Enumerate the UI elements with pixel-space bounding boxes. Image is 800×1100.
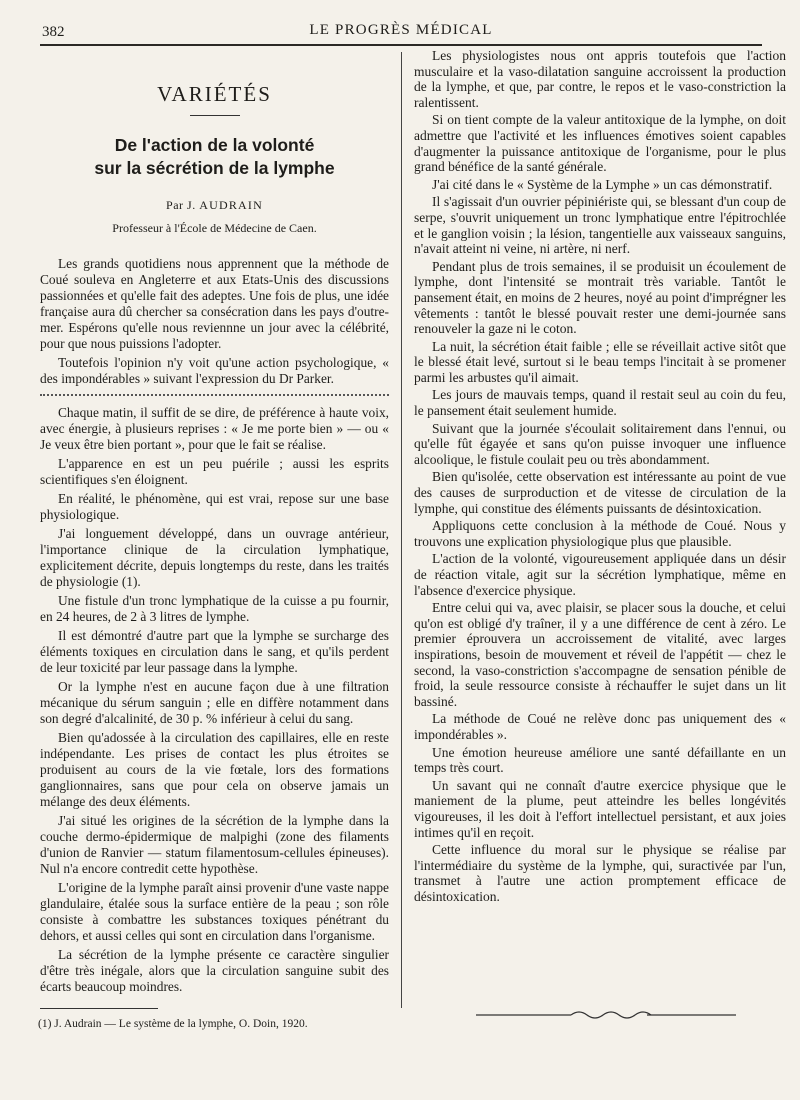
paragraph: Entre celui qui va, avec plaisir, se placer sous la douche, et celui qu'on est obligé d'y traîner, il y a une différence de cent à zéro. Le premier éprouvera un accroissement de vitalité, avec larges inspirations, besoin de mouvement et réveil de l'appétit — chez le second, la vaso-constriction s'accompagne de sensation pénible de froid, la seule ressource consiste à réchauffer le sujet dans un lit bassiné.	[414, 600, 786, 709]
author-prefix: Par J.	[166, 198, 196, 212]
paragraph: Chaque matin, il suffit de se dire, de préférence à haute voix, avec énergie, à plusieurs reprises : « Je me porte bien » — ou « Je veux être bien portant », pour que le fait se réalise.	[40, 405, 389, 452]
footnote-rule	[40, 1008, 158, 1009]
footnote: (1) J. Audrain — Le système de la lymphe, O. Doin, 1920.	[38, 1018, 308, 1030]
paragraph: L'origine de la lymphe paraît ainsi provenir d'une vaste nappe glandulaire, étalée sous la surface entière de la peau ; son rôle consiste à combattre les substances toxiques pénétrant du dehors, et aussi celles qui sont en circulation dans l'organisme.	[40, 880, 389, 943]
paragraph: Une émotion heureuse améliore une santé défaillante en un temps très court.	[414, 744, 786, 776]
paragraph: Une fistule d'un tronc lymphatique de la cuisse a pu fournir, en 24 heures, de 2 à 3 litres de lymphe.	[40, 593, 389, 624]
page-number: 382	[42, 24, 65, 40]
paragraph: Les physiologistes nous ont appris toutefois que l'action musculaire et la vaso-dilatation sanguine accroissent la production de la lymphe, et que, par contre, le repos et le vaso-constriction la ralentissent.	[414, 48, 786, 110]
section-rule	[190, 115, 240, 116]
paragraph: Les grands quotidiens nous apprennent que la méthode de Coué souleva en Angleterre et aux Etats-Unis des discussions passionnées et qu'elle fait des adeptes. Une fois de plus, une idée française aura dû chercher sa consécration dans les pays d'outre-mer. Espérons qu'elle nous reviennne un jour avec la célébrité, pour que nous puissions l'adopter.	[40, 256, 389, 351]
paragraph: La méthode de Coué ne relève donc pas uniquement des « impondérables ».	[414, 711, 786, 742]
paragraph: Suivant que la journée s'écoulait solitairement dans l'ennui, ou qu'elle fût égayée et sans qu'on puisse invoquer une influence alcoolique, le fistule coulait peu ou très abondamment.	[414, 420, 786, 467]
paragraph: La nuit, la sécrétion était faible ; elle se réveillait active sitôt que le blessé était levé, surtout si le beau temps l'incitait à se promener parmi les arbustes qu'il aimait.	[414, 338, 786, 385]
paragraph: J'ai cité dans le « Système de la Lymphe » un cas démonstratif.	[432, 176, 773, 192]
paragraph: Pendant plus de trois semaines, il se produisit un écoulement de lymphe, dont l'intensité se montrait très variable. Tantôt le pansement était, en moins de 2 heures, noyé au point d'imprégner les vêtements : tantôt le blessé pouvait rester une demi-journée sans renouveler la gaze ni le coton.	[414, 258, 786, 337]
right-column	[414, 48, 786, 906]
author-affiliation: Professeur à l'École de Médecine de Caen.	[112, 221, 317, 235]
left-column	[40, 58, 389, 998]
column-divider	[401, 52, 402, 1008]
paragraph: Un savant qui ne connaît d'autre exercice physique que le maniement de la plume, peut atteindre les belles longévités vigoureuses, il les doit à l'effort intellectuel persistant, et aux joies intimes qu'il en reçoit.	[414, 777, 786, 840]
paragraph: Cette influence du moral sur le physique se réalise par l'intermédiaire du système de la lymphe, qui, suractivée par l'un, transmet à l'autre une action promptement efficace de désintoxication.	[414, 842, 786, 904]
journal-title: LE PROGRÈS MÉDICAL	[309, 22, 493, 38]
paragraph: Or la lymphe n'est en aucune façon due à une filtration mécanique du sérum sanguin ; elle en diffère notamment dans son degré d'alcalinité, de 30 p. % inférieur à celui du sang.	[40, 679, 389, 726]
paragraph: En réalité, le phénomène, qui est vrai, repose sur une base physiologique.	[40, 491, 389, 522]
article-title	[40, 134, 389, 180]
paragraph: Appliquons cette conclusion à la méthode de Coué. Nous y trouvons une explication physiologique plus que plausible.	[414, 518, 786, 549]
paragraph: J'ai situé les origines de la sécrétion de la lymphe dans la couche dermo-épidermique de malpighi (zone des filaments d'union de Ranvier — statum filamentosum-cellules épineuses). Nul n'a encore contredit cette hypothèse.	[40, 813, 389, 876]
header-rule	[40, 44, 762, 46]
paragraph: Toutefois l'opinion n'y voit qu'une action psychologique, « des impondérables » suivant l'expression du Dr Parker.	[40, 355, 389, 386]
paragraph: J'ai longuement développé, dans un ouvrage antérieur, l'importance clinique de la circulation lymphatique, explicitement décrite, depuis longtemps du reste, dans les traités de physiologie (1).	[40, 526, 389, 589]
paragraph: L'apparence en est un peu puérile ; aussi les esprits scientifiques s'en éloignent.	[40, 456, 389, 487]
paragraph: Bien qu'isolée, cette observation est intéressante au point de vue des causes de surproduction et de vitesse de circulation de la lymphe, qui constitue des éléments puissants de désintoxication.	[414, 469, 786, 516]
article-title-line2: sur la sécrétion de la lymphe	[94, 158, 335, 178]
paragraph: Il est démontré d'autre part que la lymphe se surcharge des éléments toxiques en circulation dans le sang, et qu'ils perdent de leur toxicité par leur passage dans la lymphe.	[40, 628, 389, 675]
dotted-separator	[40, 394, 389, 396]
paragraph: L'action de la volonté, vigoureusement appliquée dans un désir de réaction vitale, agit sur la sécrétion lymphatique, même en l'absence d'exercice physique.	[414, 551, 786, 598]
paragraph: La sécrétion de la lymphe présente ce caractère singulier d'être très inégale, alors que la circulation sanguine subit des écarts beaucoup moindres.	[40, 947, 389, 994]
paragraph: Les jours de mauvais temps, quand il restait seul au coin du feu, le pansement était seulement humide.	[414, 387, 786, 419]
paragraph: Si on tient compte de la valeur antitoxique de la lymphe, on doit admettre que l'activité et les influences émotives soient capables d'augmenter la puissance antitoxique de l'organisme, pour le plus grand bénéfice de la santé générale.	[414, 112, 786, 175]
page-header	[40, 18, 762, 44]
author-name: AUDRAIN	[199, 198, 263, 212]
end-ornament	[476, 1007, 736, 1023]
section-heading: VARIÉTÉS	[157, 82, 272, 106]
paragraph: Bien qu'adossée à la circulation des capillaires, elle en reste indépendante. Les prises de contact les plus étroites se produisent au cours de la vie fœtale, lors des formations ganglionnaires, sans que pour cela on observe jamais un mélange des deux éléments.	[40, 730, 389, 809]
left-body	[40, 256, 389, 995]
article-author	[40, 198, 389, 213]
article-title-line1: De l'action de la volonté	[114, 135, 315, 155]
paragraph: Il s'agissait d'un ouvrier pépiniériste qui, se blessant d'un coup de serpe, s'ouvrit uniquement un tronc lymphatique entre l'épitrochlée et le ganglion voisin ; la lésion, tangentielle aux vaisseaux sanguins, n'avait atteint ni veine, ni artère, ni nerf.	[414, 194, 786, 257]
